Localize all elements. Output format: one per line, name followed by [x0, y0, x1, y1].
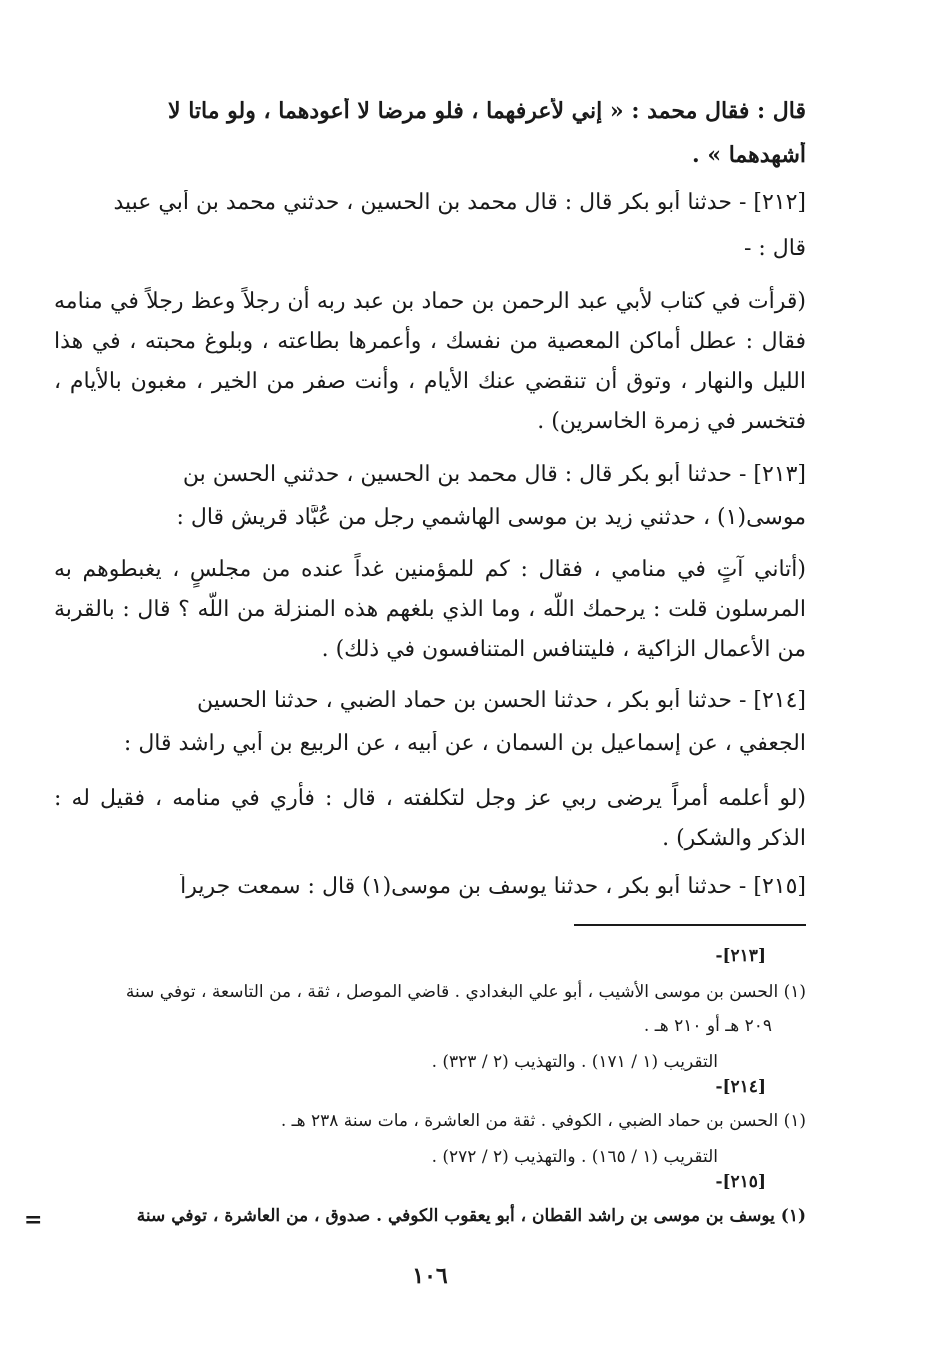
paragraph-1-line-1: قال : فقال محمد : « إني لأعرفهما ، فلو مرضا لا أعودهما ، ولو ماتا لا [168, 98, 806, 124]
hadith-212-text: (قرأت في كتاب لأبي عبد الرحمن بن حماد بن عبد ربه أن رجلاً وعظ رجلاً في منامه فقال : عطل أماكن المعصية من نفسك ، وأعمرها بطاعته ، وبلوغ محبته ، في هذا الليل والنهار ، وتوق أن تنقضي عنك الأيام ، وأنت صفر من الخير ، مغبون بالأيام ، فتخسر في زمرة الخاسرين) . [54, 289, 806, 434]
hadith-213-text: (أتاني آتٍ في منامي ، فقال : كم للمؤمنين غداً عنده من مجلسٍ ، يغبطوهم به المرسلون قلت : يرحمك اللّه ، وما الذي بلغهم هذه المنزلة من اللّه ؟ قال : بالقربة من الأعمال الزاكية ، فليتنافس المتنافسون في ذلك) . [54, 557, 806, 662]
footnote-213-line-1: (١) الحسن بن موسى الأشيب ، أبو علي البغدادي . قاضي الموصل ، ثقة ، من التاسعة ، توفي سنة [125, 982, 806, 1002]
hadith-212-line-1: [٢١٢] - حدثنا أبو بكر قال : قال محمد بن الحسين ، حدثني محمد بن أبي عبيد [113, 190, 806, 215]
footnote-separator [574, 924, 806, 926]
hadith-214-line-2: الجعفي ، عن إسماعيل بن السمان ، عن أبيه ، عن الربيع بن أبي راشد قال : [123, 731, 806, 756]
hadith-214-line-1: [٢١٤] - حدثنا أبو بكر ، حدثنا الحسن بن حماد الضبي ، حدثنا الحسين [197, 688, 806, 713]
paragraph-1-line-2: أشهدهما » . [692, 142, 806, 168]
hadith-214-text: (لو أعلمه أمراً يرضى ربي عز وجل لتكلفته ، قال : فأري في منامه ، فقيل له : الذكر والشكر) . [54, 786, 806, 851]
hadith-212-line-2: قال : - [743, 236, 806, 261]
footnote-215-line-1: (١) يوسف بن موسى بن راشد القطان ، أبو يعقوب الكوفي . صدوق ، من العاشرة ، توفي سنة [136, 1206, 806, 1226]
hadith-215-line-1: [٢١٥] - حدثنا أبو بكر ، حدثنا يوسف بن موسى(١) قال : سمعت جريراً [180, 874, 806, 899]
hadith-213-line-1: [٢١٣] - حدثنا أبو بكر قال : قال محمد بن الحسين ، حدثني الحسن بن [182, 462, 806, 487]
footnote-213-line-2: ٢٠٩ هـ أو ٢١٠ هـ . [643, 1016, 772, 1036]
hadith-213-line-2: موسى(١) ، حدثني زيد بن موسى الهاشمي رجل من عُبَّاد قريشٍ قال : [176, 505, 806, 530]
footnote-heading-215: [٢١٥]- [715, 1172, 766, 1192]
footnote-213-reference: التقريب (١ / ١٧١) . والتهذيب (٢ / ٣٢٣) . [431, 1052, 718, 1072]
footnote-heading-213: [٢١٣]- [715, 946, 766, 966]
footnote-214-line-1: (١) الحسن بن حماد الضبي ، الكوفي . ثقة من العاشرة ، مات سنة ٢٣٨ هـ . [280, 1111, 806, 1131]
footnote-heading-214: [٢١٤]- [715, 1077, 766, 1097]
footnote-214-reference: التقريب (١ / ١٦٥) . والتهذيب (٢ / ٢٧٢) . [431, 1147, 718, 1167]
continuation-mark: = [24, 1207, 43, 1233]
page-number: ١٠٦ [412, 1263, 448, 1289]
